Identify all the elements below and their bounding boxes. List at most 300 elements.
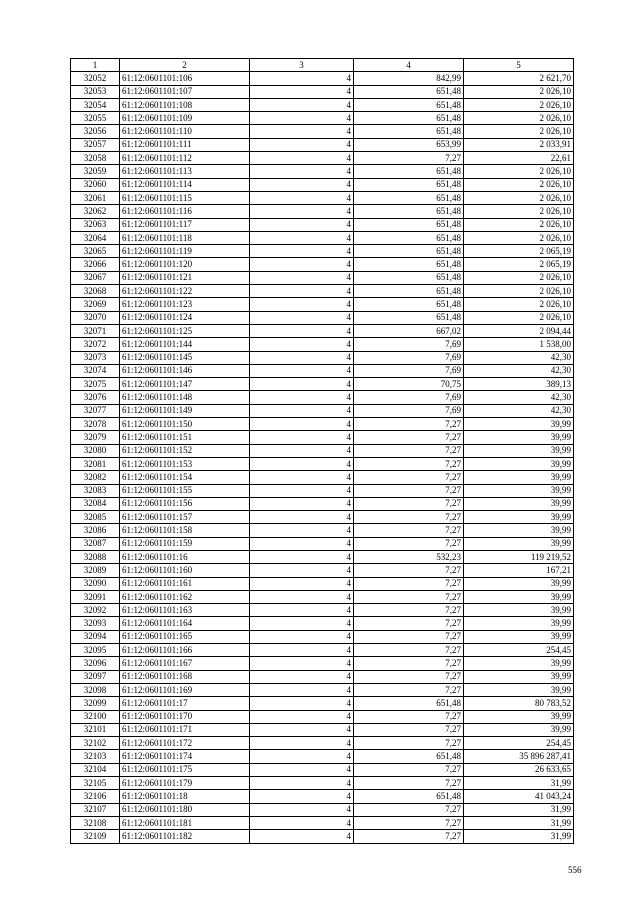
table-row <box>71 816 574 829</box>
table-cell: 61:12:0601101:108 <box>120 98 250 111</box>
table-cell: 4 <box>250 484 354 497</box>
table-cell: 32081 <box>71 457 120 470</box>
table-row <box>71 604 574 617</box>
table-cell: 7,27 <box>354 644 464 657</box>
table-cell: 61:12:0601101:151 <box>120 431 250 444</box>
table-cell: 7,27 <box>354 497 464 510</box>
table-cell: 61:12:0601101:155 <box>120 484 250 497</box>
table-cell: 32102 <box>71 737 120 750</box>
table-cell: 4 <box>250 205 354 218</box>
table-cell: 651,48 <box>354 205 464 218</box>
table-cell: 7,27 <box>354 816 464 829</box>
table-row <box>71 564 574 577</box>
table-row <box>71 245 574 258</box>
table-cell: 32053 <box>71 85 120 98</box>
table-cell: 651,48 <box>354 285 464 298</box>
table-row <box>71 231 574 244</box>
table-cell: 7,27 <box>354 511 464 524</box>
table-cell: 651,48 <box>354 165 464 178</box>
table-body <box>71 72 574 843</box>
table-cell: 4 <box>250 537 354 550</box>
table-cell: 7,27 <box>354 444 464 457</box>
table-row <box>71 683 574 696</box>
table-cell: 7,27 <box>354 763 464 776</box>
table-cell: 32073 <box>71 351 120 364</box>
table-cell: 32066 <box>71 258 120 271</box>
table-cell: 61:12:0601101:175 <box>120 763 250 776</box>
table-cell: 4 <box>250 112 354 125</box>
table-cell: 32054 <box>71 98 120 111</box>
table-cell: 4 <box>250 311 354 324</box>
table-cell: 4 <box>250 750 354 763</box>
table-cell: 651,48 <box>354 85 464 98</box>
table-row <box>71 750 574 763</box>
table-cell: 7,69 <box>354 338 464 351</box>
table-cell: 61:12:0601101:159 <box>120 537 250 550</box>
table-cell: 32105 <box>71 777 120 790</box>
table-cell: 4 <box>250 138 354 151</box>
table-cell: 32062 <box>71 205 120 218</box>
table-cell: 61:12:0601101:116 <box>120 205 250 218</box>
table-cell: 32107 <box>71 803 120 816</box>
table-cell: 61:12:0601101:123 <box>120 298 250 311</box>
table-cell: 61:12:0601101:171 <box>120 723 250 736</box>
table-cell: 26 633,65 <box>464 763 574 776</box>
table-row <box>71 258 574 271</box>
table-cell: 32089 <box>71 564 120 577</box>
table-row <box>71 98 574 111</box>
table-row <box>71 324 574 337</box>
table-row <box>71 112 574 125</box>
table-row <box>71 577 574 590</box>
table-cell: 39,99 <box>464 657 574 670</box>
table-row <box>71 298 574 311</box>
table-cell: 39,99 <box>464 683 574 696</box>
table-cell: 61:12:0601101:152 <box>120 444 250 457</box>
table-cell: 61:12:0601101:148 <box>120 391 250 404</box>
table-cell: 61:12:0601101:153 <box>120 457 250 470</box>
table-cell: 254,45 <box>464 737 574 750</box>
table-cell: 7,27 <box>354 630 464 643</box>
table-cell: 61:12:0601101:115 <box>120 191 250 204</box>
table-cell: 7,27 <box>354 723 464 736</box>
table-cell: 32059 <box>71 165 120 178</box>
table-row <box>71 777 574 790</box>
table-cell: 32061 <box>71 191 120 204</box>
table-cell: 39,99 <box>464 577 574 590</box>
table-cell: 32108 <box>71 816 120 829</box>
table-cell: 32056 <box>71 125 120 138</box>
table-cell: 4 <box>250 125 354 138</box>
table-cell: 61:12:0601101:119 <box>120 245 250 258</box>
table-cell: 32060 <box>71 178 120 191</box>
table-cell: 61:12:0601101:112 <box>120 152 250 165</box>
table-cell: 4 <box>250 511 354 524</box>
table-row <box>71 138 574 151</box>
table-row <box>71 617 574 630</box>
table-cell: 4 <box>250 364 354 377</box>
table-cell: 4 <box>250 418 354 431</box>
table-cell: 2 621,70 <box>464 72 574 85</box>
table-cell: 4 <box>250 231 354 244</box>
table-cell: 4 <box>250 258 354 271</box>
table-cell: 32100 <box>71 710 120 723</box>
table-cell: 4 <box>250 165 354 178</box>
table-cell: 32065 <box>71 245 120 258</box>
table-cell: 32078 <box>71 418 120 431</box>
table-cell: 7,27 <box>354 431 464 444</box>
table-cell: 61:12:0601101:154 <box>120 471 250 484</box>
table-cell: 842,99 <box>354 72 464 85</box>
table-cell: 2 026,10 <box>464 205 574 218</box>
table-cell: 32058 <box>71 152 120 165</box>
table-cell: 61:12:0601101:182 <box>120 830 250 843</box>
table-row <box>71 404 574 417</box>
table-cell: 39,99 <box>464 617 574 630</box>
table-cell: 32071 <box>71 324 120 337</box>
table-cell: 32080 <box>71 444 120 457</box>
table-cell: 7,27 <box>354 564 464 577</box>
column-header: 4 <box>354 59 464 72</box>
table-cell: 61:12:0601101:117 <box>120 218 250 231</box>
table-cell: 61:12:0601101:163 <box>120 604 250 617</box>
table-cell: 2 026,10 <box>464 298 574 311</box>
table-cell: 39,99 <box>464 497 574 510</box>
table-cell: 61:12:0601101:145 <box>120 351 250 364</box>
table-cell: 4 <box>250 564 354 577</box>
table-cell: 32063 <box>71 218 120 231</box>
table-cell: 4 <box>250 285 354 298</box>
table-cell: 7,27 <box>354 457 464 470</box>
table-cell: 2 026,10 <box>464 218 574 231</box>
table-cell: 32064 <box>71 231 120 244</box>
table-cell: 61:12:0601101:172 <box>120 737 250 750</box>
table-cell: 32093 <box>71 617 120 630</box>
table-cell: 61:12:0601101:147 <box>120 378 250 391</box>
table-cell: 61:12:0601101:16 <box>120 550 250 563</box>
table-cell: 7,27 <box>354 484 464 497</box>
table-cell: 32099 <box>71 697 120 710</box>
table-cell: 4 <box>250 72 354 85</box>
table-cell: 32090 <box>71 577 120 590</box>
table-cell: 651,48 <box>354 298 464 311</box>
table-cell: 4 <box>250 338 354 351</box>
table-row <box>71 471 574 484</box>
table-cell: 7,27 <box>354 683 464 696</box>
table-cell: 2 026,10 <box>464 191 574 204</box>
table-cell: 651,48 <box>354 98 464 111</box>
table-row <box>71 285 574 298</box>
table-cell: 4 <box>250 683 354 696</box>
table-cell: 32084 <box>71 497 120 510</box>
table-cell: 32095 <box>71 644 120 657</box>
table-cell: 32079 <box>71 431 120 444</box>
table-cell: 4 <box>250 471 354 484</box>
table-cell: 35 896 287,41 <box>464 750 574 763</box>
table-row <box>71 511 574 524</box>
table-cell: 42,30 <box>464 351 574 364</box>
table-cell: 2 026,10 <box>464 125 574 138</box>
table-cell: 39,99 <box>464 604 574 617</box>
table-cell: 61:12:0601101:160 <box>120 564 250 577</box>
table-cell: 7,27 <box>354 710 464 723</box>
table-row <box>71 165 574 178</box>
table-cell: 4 <box>250 657 354 670</box>
table-row <box>71 205 574 218</box>
table-cell: 61:12:0601101:120 <box>120 258 250 271</box>
table-cell: 2 026,10 <box>464 285 574 298</box>
table-row <box>71 218 574 231</box>
table-cell: 7,27 <box>354 670 464 683</box>
table-cell: 4 <box>250 803 354 816</box>
table-cell: 7,69 <box>354 351 464 364</box>
table-cell: 651,48 <box>354 258 464 271</box>
table-cell: 651,48 <box>354 271 464 284</box>
table-cell: 32086 <box>71 524 120 537</box>
table-row <box>71 644 574 657</box>
table-cell: 4 <box>250 816 354 829</box>
table-cell: 61:12:0601101:170 <box>120 710 250 723</box>
table-cell: 7,27 <box>354 471 464 484</box>
table-cell: 32052 <box>71 72 120 85</box>
table-cell: 61:12:0601101:162 <box>120 590 250 603</box>
table-cell: 4 <box>250 85 354 98</box>
table-cell: 167,21 <box>464 564 574 577</box>
table-cell: 4 <box>250 790 354 803</box>
table-cell: 61:12:0601101:179 <box>120 777 250 790</box>
table-cell: 651,48 <box>354 750 464 763</box>
table-cell: 2 033,91 <box>464 138 574 151</box>
table-cell: 4 <box>250 763 354 776</box>
table-cell: 61:12:0601101:168 <box>120 670 250 683</box>
table-row <box>71 85 574 98</box>
table-row <box>71 457 574 470</box>
table-cell: 32104 <box>71 763 120 776</box>
table-row <box>71 351 574 364</box>
table-cell: 2 026,10 <box>464 311 574 324</box>
table-cell: 4 <box>250 550 354 563</box>
table-cell: 41 043,24 <box>464 790 574 803</box>
table-cell: 39,99 <box>464 723 574 736</box>
table-cell: 61:12:0601101:167 <box>120 657 250 670</box>
table-cell: 667,02 <box>354 324 464 337</box>
table-cell: 61:12:0601101:110 <box>120 125 250 138</box>
table-cell: 4 <box>250 577 354 590</box>
table-row <box>71 537 574 550</box>
table-row <box>71 364 574 377</box>
table-cell: 7,27 <box>354 803 464 816</box>
table-cell: 61:12:0601101:17 <box>120 697 250 710</box>
table-cell: 4 <box>250 271 354 284</box>
table-cell: 31,99 <box>464 830 574 843</box>
table-cell: 61:12:0601101:156 <box>120 497 250 510</box>
table-cell: 2 094,44 <box>464 324 574 337</box>
table-row <box>71 191 574 204</box>
data-table <box>70 58 574 844</box>
page-number: 556 <box>568 865 582 875</box>
table-cell: 4 <box>250 218 354 231</box>
table-row <box>71 763 574 776</box>
table-cell: 4 <box>250 737 354 750</box>
table-row <box>71 72 574 85</box>
table-cell: 4 <box>250 351 354 364</box>
table-cell: 7,27 <box>354 577 464 590</box>
table-cell: 4 <box>250 431 354 444</box>
table-row <box>71 391 574 404</box>
table-cell: 32074 <box>71 364 120 377</box>
table-cell: 61:12:0601101:118 <box>120 231 250 244</box>
table-cell: 4 <box>250 378 354 391</box>
table-cell: 61:12:0601101:164 <box>120 617 250 630</box>
table-cell: 7,27 <box>354 590 464 603</box>
table-cell: 61:12:0601101:114 <box>120 178 250 191</box>
table-cell: 61:12:0601101:109 <box>120 112 250 125</box>
table-cell: 61:12:0601101:125 <box>120 324 250 337</box>
table-cell: 39,99 <box>464 471 574 484</box>
table-cell: 7,27 <box>354 152 464 165</box>
table-cell: 2 065,19 <box>464 258 574 271</box>
table-cell: 651,48 <box>354 125 464 138</box>
table-row <box>71 737 574 750</box>
table-cell: 32094 <box>71 630 120 643</box>
table-cell: 651,48 <box>354 218 464 231</box>
table-cell: 4 <box>250 191 354 204</box>
table-cell: 61:12:0601101:161 <box>120 577 250 590</box>
table-cell: 32072 <box>71 338 120 351</box>
table-cell: 32076 <box>71 391 120 404</box>
table-cell: 42,30 <box>464 391 574 404</box>
table-cell: 7,69 <box>354 364 464 377</box>
table-row <box>71 178 574 191</box>
table-cell: 39,99 <box>464 511 574 524</box>
table-row <box>71 152 574 165</box>
table-cell: 39,99 <box>464 524 574 537</box>
table-cell: 4 <box>250 630 354 643</box>
table-cell: 7,27 <box>354 537 464 550</box>
table-cell: 2 065,19 <box>464 245 574 258</box>
table-cell: 61:12:0601101:174 <box>120 750 250 763</box>
table-cell: 61:12:0601101:150 <box>120 418 250 431</box>
table-cell: 39,99 <box>464 670 574 683</box>
table-row <box>71 431 574 444</box>
table-cell: 32057 <box>71 138 120 151</box>
table-cell: 32085 <box>71 511 120 524</box>
table-cell: 39,99 <box>464 431 574 444</box>
table-cell: 4 <box>250 697 354 710</box>
table-cell: 39,99 <box>464 537 574 550</box>
table-cell: 7,27 <box>354 524 464 537</box>
table-row <box>71 418 574 431</box>
table-cell: 61:12:0601101:181 <box>120 816 250 829</box>
table-cell: 4 <box>250 444 354 457</box>
table-cell: 42,30 <box>464 404 574 417</box>
table-cell: 39,99 <box>464 590 574 603</box>
table-cell: 2 026,10 <box>464 231 574 244</box>
table-cell: 32088 <box>71 550 120 563</box>
table-cell: 532,23 <box>354 550 464 563</box>
table-cell: 651,48 <box>354 245 464 258</box>
table-row <box>71 497 574 510</box>
table-row <box>71 657 574 670</box>
table-cell: 32069 <box>71 298 120 311</box>
table-cell: 32096 <box>71 657 120 670</box>
table-cell: 651,48 <box>354 790 464 803</box>
table-cell: 32097 <box>71 670 120 683</box>
table-cell: 61:12:0601101:121 <box>120 271 250 284</box>
table-cell: 61:12:0601101:158 <box>120 524 250 537</box>
table-cell: 651,48 <box>354 191 464 204</box>
table-cell: 4 <box>250 830 354 843</box>
column-header: 3 <box>250 59 354 72</box>
table-cell: 7,27 <box>354 737 464 750</box>
table-cell: 32055 <box>71 112 120 125</box>
table-cell: 61:12:0601101:146 <box>120 364 250 377</box>
table-cell: 7,27 <box>354 418 464 431</box>
table-cell: 1 538,00 <box>464 338 574 351</box>
table-cell: 651,48 <box>354 178 464 191</box>
table-cell: 39,99 <box>464 444 574 457</box>
table-cell: 70,75 <box>354 378 464 391</box>
table-cell: 651,48 <box>354 112 464 125</box>
table-cell: 61:12:0601101:169 <box>120 683 250 696</box>
table-cell: 7,27 <box>354 830 464 843</box>
table-cell: 2 026,10 <box>464 85 574 98</box>
column-header: 2 <box>120 59 250 72</box>
table-cell: 4 <box>250 324 354 337</box>
table-cell: 32070 <box>71 311 120 324</box>
table-cell: 61:12:0601101:144 <box>120 338 250 351</box>
table-cell: 4 <box>250 644 354 657</box>
table-cell: 4 <box>250 245 354 258</box>
table-cell: 4 <box>250 497 354 510</box>
table-cell: 39,99 <box>464 710 574 723</box>
table-cell: 254,45 <box>464 644 574 657</box>
table-cell: 32092 <box>71 604 120 617</box>
table-row <box>71 670 574 683</box>
table-row <box>71 710 574 723</box>
table-cell: 32091 <box>71 590 120 603</box>
table-cell: 32106 <box>71 790 120 803</box>
table-row <box>71 830 574 843</box>
table-cell: 4 <box>250 710 354 723</box>
table-cell: 32068 <box>71 285 120 298</box>
table-row <box>71 697 574 710</box>
table-cell: 31,99 <box>464 816 574 829</box>
table-cell: 4 <box>250 152 354 165</box>
table-cell: 32103 <box>71 750 120 763</box>
table-cell: 4 <box>250 98 354 111</box>
table-cell: 22,61 <box>464 152 574 165</box>
table-cell: 389,13 <box>464 378 574 391</box>
table-cell: 119 219,52 <box>464 550 574 563</box>
table-cell: 61:12:0601101:122 <box>120 285 250 298</box>
table-cell: 32098 <box>71 683 120 696</box>
table-row <box>71 484 574 497</box>
table-cell: 651,48 <box>354 697 464 710</box>
table-cell: 4 <box>250 777 354 790</box>
table-cell: 2 026,10 <box>464 165 574 178</box>
header-row <box>71 59 574 72</box>
table-row <box>71 444 574 457</box>
table-cell: 61:12:0601101:157 <box>120 511 250 524</box>
table-cell: 32067 <box>71 271 120 284</box>
table-cell: 4 <box>250 590 354 603</box>
column-header: 1 <box>71 59 120 72</box>
table-row <box>71 803 574 816</box>
table-cell: 2 026,10 <box>464 98 574 111</box>
table-cell: 39,99 <box>464 418 574 431</box>
table-cell: 32087 <box>71 537 120 550</box>
